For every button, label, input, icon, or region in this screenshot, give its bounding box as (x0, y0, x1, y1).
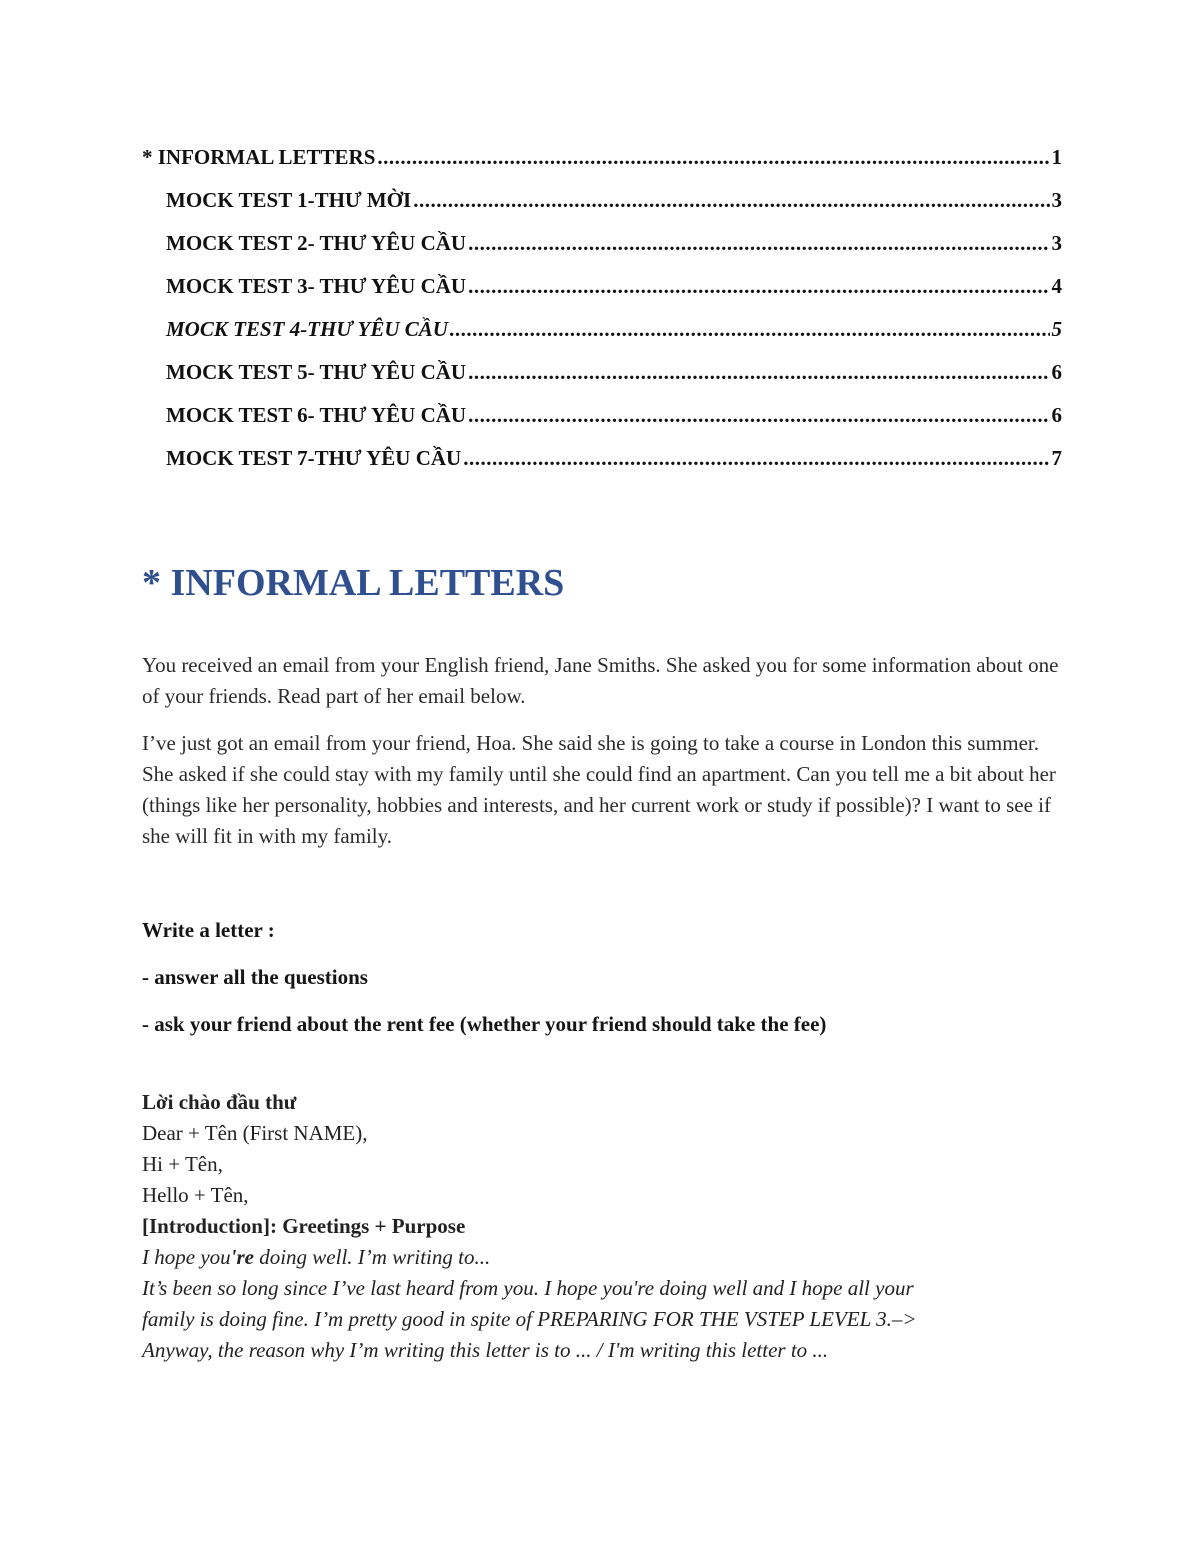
greeting-hi-line: Hi + Tên, (142, 1152, 223, 1176)
toc-leader-dots (413, 185, 1049, 215)
task-item-ask: - ask your friend about the rent fee (whether your friend should take the fee) (142, 1012, 827, 1036)
example-part: I hope you (142, 1245, 231, 1269)
toc-entry-informal-letters[interactable] (142, 142, 1062, 185)
greeting-hello-line: Hello + Tên, (142, 1183, 249, 1207)
toc-leader-dots (468, 228, 1049, 258)
example-sentence-2-line-2: family is doing fine. I’m pretty good in spite of PREPARING FOR THE VSTEP LEVEL 3.–> (142, 1307, 917, 1331)
toc-leader-dots (468, 400, 1049, 430)
toc-leader-dots (377, 142, 1049, 172)
toc-page-number: 5 (1051, 317, 1062, 341)
toc-page-number: 6 (1051, 403, 1062, 427)
toc-page-number: 3 (1051, 188, 1062, 212)
toc-page-number: 4 (1051, 274, 1062, 298)
toc-entry-mock-test-5[interactable] (142, 357, 1062, 400)
toc-entry-mock-test-4[interactable] (142, 314, 1062, 357)
toc-page-number: 6 (1051, 360, 1062, 384)
greeting-title: Lời chào đầu thư (142, 1090, 297, 1114)
toc-entry-mock-test-2[interactable] (142, 228, 1062, 271)
toc-entry-label: MOCK TEST 4-THƯ YÊU CẦU (166, 317, 448, 341)
example-part-bold: 're (230, 1245, 254, 1269)
toc-entry-mock-test-3[interactable] (142, 271, 1062, 314)
section-heading: * INFORMAL LETTERS (142, 562, 565, 604)
example-sentence-2-line-1: It’s been so long since I’ve last heard from you. I hope you're doing well and I hope all your (142, 1276, 914, 1300)
toc-page-number: 1 (1051, 145, 1062, 169)
toc-entry-label: MOCK TEST 2- THƯ YÊU CẦU (166, 231, 467, 255)
toc-entry-mock-test-1[interactable] (142, 185, 1062, 228)
table-of-contents (142, 142, 1062, 486)
toc-entry-label: MOCK TEST 5- THƯ YÊU CẦU (166, 360, 467, 384)
intro-paragraph: You received an email from your English friend, Jane Smiths. She asked you for some information about one of your friends. Read part of her email below. (142, 653, 1059, 708)
toc-entry-mock-test-7[interactable] (142, 443, 1062, 486)
example-sentence-1 (142, 1242, 1062, 1273)
toc-page-number: 7 (1051, 446, 1062, 470)
toc-leader-dots (468, 271, 1049, 301)
toc-entry-label: MOCK TEST 6- THƯ YÊU CẦU (166, 403, 467, 427)
toc-entry-label: * INFORMAL LETTERS (142, 145, 376, 169)
task-title: Write a letter : (142, 918, 275, 942)
toc-page-number: 3 (1051, 231, 1062, 255)
toc-leader-dots (468, 357, 1049, 387)
example-sentence-2-line-3: Anyway, the reason why I’m writing this letter is to ... / I'm writing this letter to ... (142, 1338, 829, 1362)
toc-entry-label: MOCK TEST 3- THƯ YÊU CẦU (166, 274, 467, 298)
toc-leader-dots (450, 314, 1050, 344)
greeting-section (142, 1087, 1062, 1366)
greeting-dear-line: Dear + Tên (First NAME), (142, 1121, 368, 1145)
toc-entry-mock-test-6[interactable] (142, 400, 1062, 443)
example-part: doing well. I’m writing to... (253, 1245, 491, 1269)
email-excerpt-paragraph: I’ve just got an email from your friend, Hoa. She said she is going to take a course in London this summer. She asked if she could stay with my family until she could find an apartment. Can you tell me a bit about her (things like her personality, hobbies and interests, and her current work or study if possible)? I want to see if she will fit in with my family. (142, 731, 1056, 848)
introduction-label: [Introduction]: Greetings + Purpose (142, 1214, 466, 1238)
toc-entry-label: MOCK TEST 7-THƯ YÊU CẦU (166, 446, 462, 470)
toc-entry-label: MOCK TEST 1-THƯ MỜI (166, 188, 412, 212)
toc-leader-dots (463, 443, 1049, 473)
task-item-answer: - answer all the questions (142, 965, 368, 989)
